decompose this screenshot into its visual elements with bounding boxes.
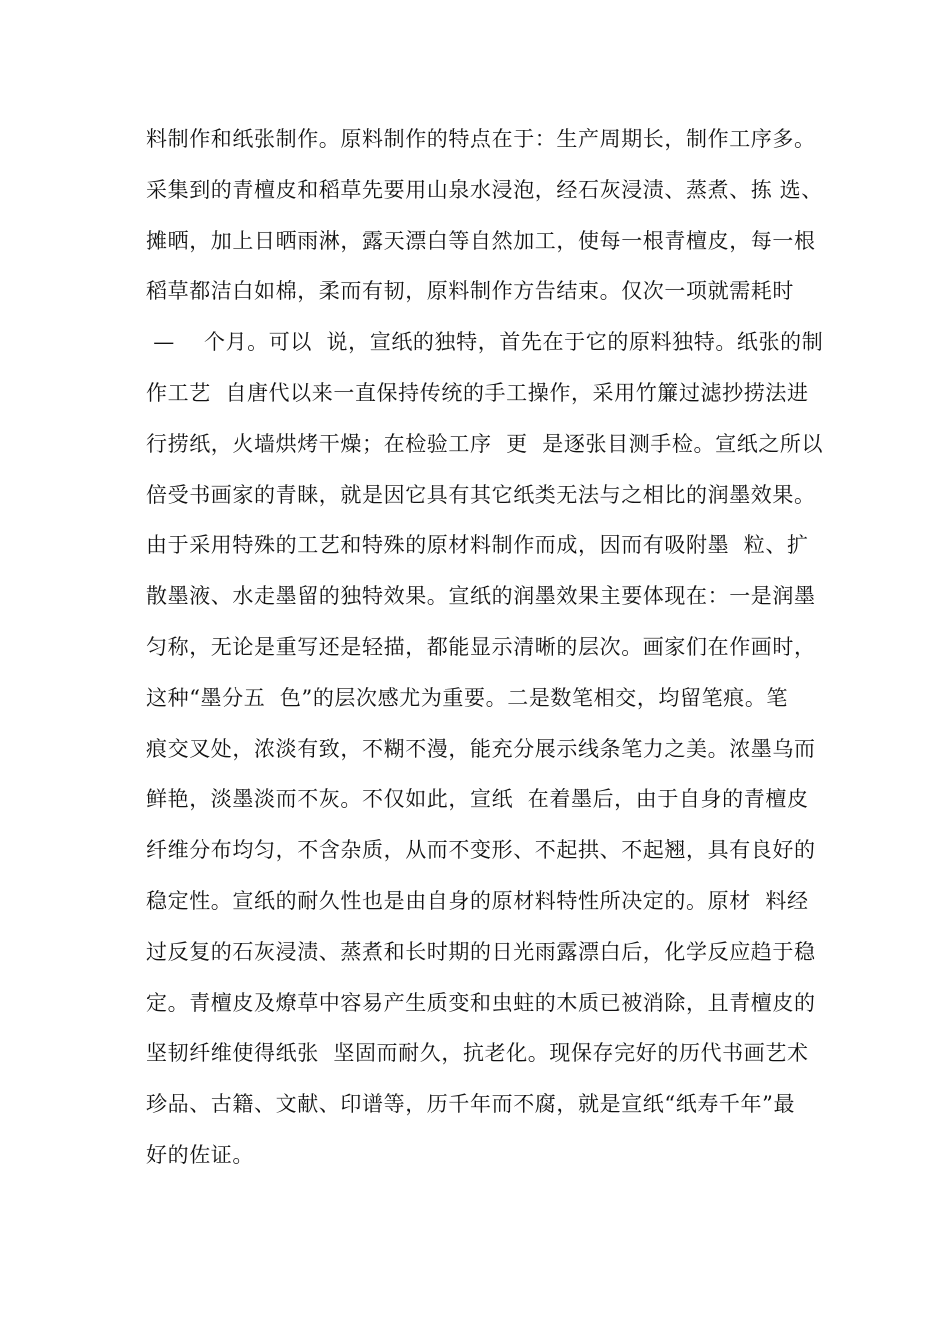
text-line: 采集到的青檀皮和稻草先要用山泉水浸泡，经石灰浸渍、蒸煮、拣 选、	[146, 177, 823, 202]
text-line: 这种“墨分五 色”的层次感尤为重要。二是数笔相交，均留笔痕。笔	[146, 685, 789, 710]
body-paragraph	[146, 114, 824, 1181]
text-line: 好的佐证。	[146, 1142, 254, 1167]
text-line: 由于采用特殊的工艺和特殊的原材料制作而成，因而有吸附墨 粒、扩	[146, 533, 809, 558]
text-line: — 个月。可以 说，宣纸的独特，首先在于它的原料独特。纸张的制	[146, 330, 824, 355]
text-line: 行捞纸，火墙烘烤干燥；在检验工序 更 是逐张目测手检。宣纸之所以	[146, 431, 824, 456]
text-line: 痕交叉处，浓淡有致，不糊不漫，能充分展示线条笔力之美。浓墨乌而	[146, 736, 816, 761]
text-line: 匀称，无论是重写还是轻描，都能显示清晰的层次。画家们在作画时，	[146, 634, 816, 659]
text-line: 料制作和纸张制作。原料制作的特点在于：生产周期长，制作工序多。	[146, 127, 816, 151]
text-line: 摊晒，加上日晒雨淋，露天漂白等自然加工，使每一根青檀皮，每一根	[146, 228, 816, 253]
text-line: 稻草都洁白如棉，柔而有韧，原料制作方告结束。仅次一项就需耗时	[146, 279, 794, 304]
text-line: 定。青檀皮及燎草中容易产生质变和虫蛀的木质已被消除，且青檀皮的	[146, 990, 816, 1015]
text-line: 珍品、古籍、文献、印谱等，历千年而不腐，就是宣纸“纸寿千年”最	[146, 1092, 796, 1117]
text-line: 过反复的石灰浸渍、蒸煮和长时期的日光雨露漂白后，化学反应趋于稳	[146, 939, 816, 964]
text-line: 作工艺 自唐代以来一直保持传统的手工操作，采用竹簾过滤抄捞法进	[146, 380, 809, 405]
text-line: 倍受书画家的青睐，就是因它具有其它纸类无法与之相比的润墨效果。	[146, 482, 816, 507]
text-line: 稳定性。宣纸的耐久性也是由自身的原材料特性所决定的。原材 料经	[146, 888, 809, 913]
text-line: 坚韧纤维使得纸张 坚固而耐久，抗老化。现保存完好的历代书画艺术	[146, 1041, 809, 1066]
text-line: 纤维分布均匀，不含杂质，从而不变形、不起拱、不起翘，具有良好的	[146, 838, 816, 863]
text-line: 鲜艳，淡墨淡而不灰。不仅如此，宣纸 在着墨后，由于自身的青檀皮	[146, 787, 809, 812]
text-line: 散墨液、水走墨留的独特效果。宣纸的润墨效果主要体现在：一是润墨	[146, 584, 816, 609]
